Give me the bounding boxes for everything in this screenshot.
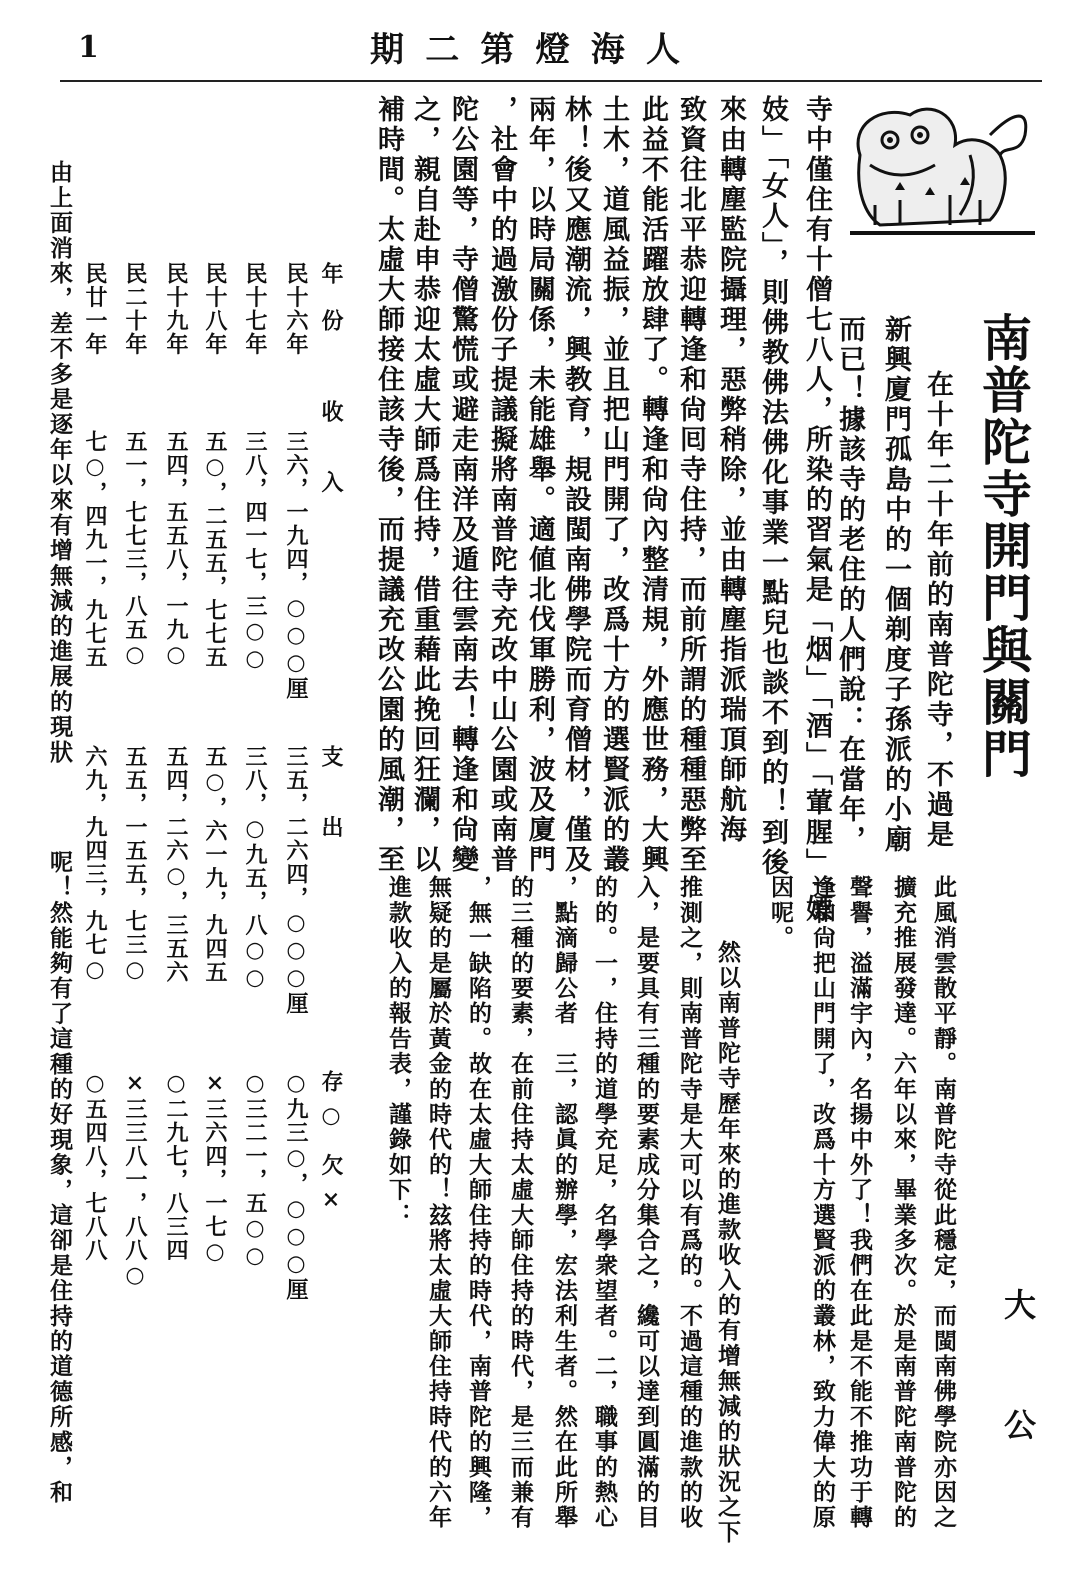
table-cell-balance: ○五四八，七八八 bbox=[82, 1070, 108, 1262]
body-text-column: 進款收入的報告表，謹錄如下： bbox=[385, 875, 412, 1228]
running-title bbox=[370, 22, 680, 71]
table-cell-year: 民十八年 bbox=[202, 262, 228, 356]
body-text-column: 補時間。太虛大師接住該寺後，而提議充改公園的風潮，至 bbox=[373, 95, 404, 875]
table-cell-year: 民十九年 bbox=[163, 262, 189, 356]
page-number: 1 bbox=[78, 30, 99, 65]
running-title-char: 第 bbox=[480, 30, 515, 70]
body-text-column: ，社會中的過激份子提議擬將南普陀寺充改中山公園或南普 bbox=[486, 95, 517, 875]
table-cell-year: 民十七年 bbox=[242, 262, 268, 356]
table-cell-balance: ○九三○，○○○厘 bbox=[283, 1070, 309, 1302]
table-cell-expense: 三五，二六四，○○○厘 bbox=[283, 745, 309, 1016]
body-text-column: 的三種的要素，在前住持太虛大師住持的時代，是三而兼有 bbox=[507, 875, 534, 1531]
body-text-column: 由上面消來，差不多是逐年以來有增無減的進展的現狀 bbox=[46, 160, 73, 765]
table-cell-income: 三六，一九四，○○○厘 bbox=[283, 430, 309, 701]
body-text-column: 致資往北平恭迎轉逢和尙囘寺住持，而前所謂的種種惡弊至 bbox=[675, 95, 706, 875]
table-header-year: 年 份 bbox=[318, 262, 344, 333]
body-text-column: 陀公園等，寺僧驚慌或避走南洋及遁往雲南去！轉逢和尙變 bbox=[447, 95, 478, 875]
body-text-column: 而已！據該寺的老住的人們說：在當年， bbox=[834, 315, 865, 855]
running-title-char: 二 bbox=[425, 30, 460, 70]
table-header-balance: 存 ○ 欠 × bbox=[318, 1070, 344, 1214]
body-text-column: 之，親自赴申恭迎太虛大師爲住持，借重藉此挽回狂瀾，以 bbox=[409, 95, 440, 875]
body-text-column: ，無一缺陷的。故在太虛大師住持的時代，南普陀的興隆， bbox=[465, 875, 492, 1531]
running-title-char: 人 bbox=[645, 30, 680, 70]
table-cell-income: 三八，四一七，三○○ bbox=[242, 430, 268, 673]
table-cell-income: 五○，二五五，七七五 bbox=[202, 430, 228, 669]
table-cell-income: 七○，四九一，九七五 bbox=[82, 430, 108, 669]
body-text-column: 寺中僅住有十僧七八人，所染的習氣是「烟」「酒」「葷腥」「嫖 bbox=[801, 95, 832, 925]
body-text-column: 擴充推展發達。六年以來，畢業多次。於是南普陀南普陀的 bbox=[890, 875, 917, 1531]
table-cell-balance: ×三六四，一七○ bbox=[202, 1070, 228, 1266]
table-header-expense: 支 出 bbox=[318, 745, 344, 839]
body-text-column: 此益不能活躍放肆了。轉逢和尙內整清規，外應世務，大興 bbox=[637, 95, 668, 875]
body-text-column: 來由轉塵監院攝理，惡弊稍除，並由轉塵指派瑞頂師航海 bbox=[715, 95, 746, 845]
body-text-column: 此風消雲散平靜。南普陀寺從此穩定，而閩南佛學院亦因之 bbox=[930, 875, 957, 1531]
body-text-column: 入，是要具有三種的要素成分集合之，纔可以達到圓滿的目 bbox=[633, 875, 660, 1531]
body-text-column: 兩年，以時局關係，未能雄舉。適値北伐軍勝利，波及廈門 bbox=[524, 95, 555, 875]
table-cell-expense: 六九，九四三，九七○ bbox=[82, 745, 108, 984]
body-text-column: 呢！然能夠有了這種的好現象，這卻是住持的道德所感，和 bbox=[46, 850, 73, 1506]
lion-illustration bbox=[840, 95, 1040, 245]
body-text-column: 推測之，則南普陀寺是大可以有爲的。不過這種的進款的收 bbox=[676, 875, 703, 1531]
table-cell-year: 民廿一年 bbox=[82, 262, 108, 356]
running-title-char: 海 bbox=[590, 30, 625, 70]
table-cell-year: 民十六年 bbox=[283, 262, 309, 356]
author-name-char: 公 bbox=[1004, 1406, 1037, 1444]
body-text-column: 的的。一，住持的道學充足，名學衆望者。二，職事的熱心 bbox=[591, 875, 618, 1531]
article-title: 南普陀寺開門與關門 bbox=[974, 312, 1033, 780]
table-header-income: 收 入 bbox=[318, 400, 344, 494]
table-cell-income: 五一，七七三，八五○ bbox=[122, 430, 148, 669]
table-cell-balance: ○二九七，八三四 bbox=[163, 1070, 189, 1262]
body-text-column: 然以南普陀寺歷年來的進款收入的有增無減的狀況之下 bbox=[714, 940, 741, 1545]
table-cell-year: 民二十年 bbox=[122, 262, 148, 356]
body-text-column: 在十年二十年前的南普陀寺，不過是 bbox=[922, 370, 953, 850]
body-text-column: 林！後又應潮流，興教育，規設閩南佛學院而育僧材，僅及 bbox=[560, 95, 591, 875]
body-text-column: 土木，道風益振，並且把山門開了，改爲十方的選賢派的叢 bbox=[598, 95, 629, 875]
body-text-column: 妓」「女人」，則佛教佛法佛化事業一點兒也談不到的！到後 bbox=[757, 95, 788, 878]
table-cell-income: 五四，五五八，一九○ bbox=[163, 430, 189, 669]
body-text-column: 聲譽，溢滿宇內，名揚中外了！我們在此是不能不推功于轉 bbox=[846, 875, 873, 1531]
body-text-column: ，點滴歸公者 三，認眞的辦學，宏法利生者。然在此所舉 bbox=[551, 875, 578, 1531]
body-text-column: 因呢。 bbox=[767, 875, 794, 951]
table-cell-balance: ×三三八一，八八○ bbox=[122, 1070, 148, 1290]
body-text-column: 逢和尙把山門開了，改爲十方選賢派的叢林，致力偉大的原 bbox=[809, 875, 836, 1531]
table-cell-balance: ○三二一，五○○ bbox=[242, 1070, 268, 1270]
body-text-column: 無疑的是屬於黃金的時代的！玆將太虛大師住持時代的六年 bbox=[425, 875, 452, 1531]
table-cell-expense: 三八，○九五，八○○ bbox=[242, 745, 268, 992]
header-rule bbox=[60, 80, 1042, 82]
table-cell-expense: 五○，六一九，九四五 bbox=[202, 745, 228, 984]
author-name-char: 大 bbox=[1004, 1286, 1037, 1324]
body-text-column: 新興廈門孤島中的一個剃度子孫派的小廟 bbox=[880, 315, 911, 855]
running-title-char: 燈 bbox=[535, 30, 570, 70]
table-cell-expense: 五四，二六○，三五六 bbox=[163, 745, 189, 984]
table-cell-expense: 五五，一五五，七三○ bbox=[122, 745, 148, 984]
running-title-char: 期 bbox=[370, 30, 404, 70]
